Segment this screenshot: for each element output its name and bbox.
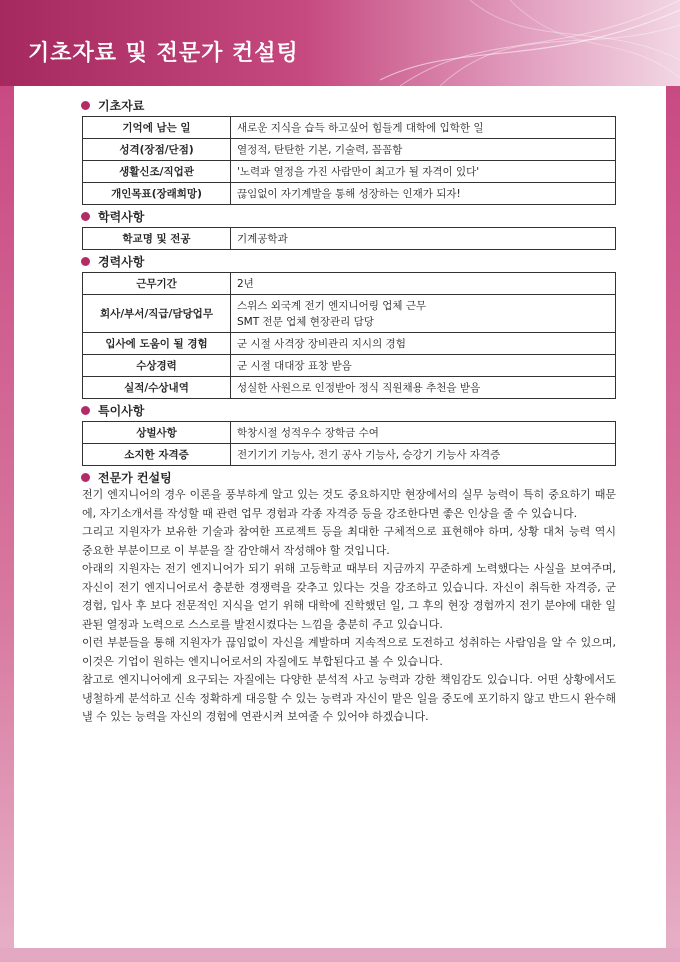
row-value-line: 스위스 외국계 전기 엔지니어링 업체 근무 xyxy=(237,299,427,312)
special-table xyxy=(82,421,616,466)
bullet-icon xyxy=(81,257,90,266)
row-value: 군 시절 사격장 장비관리 지시의 경험 xyxy=(231,333,616,355)
bullet-icon xyxy=(81,101,90,110)
section-title: 학력사항 xyxy=(98,209,145,224)
table-row xyxy=(83,422,616,444)
row-value: 2년 xyxy=(231,273,616,295)
row-label: 개인목표(장래희망) xyxy=(83,183,231,205)
row-label: 성격(장점/단점) xyxy=(83,139,231,161)
row-label: 입사에 도움이 될 경험 xyxy=(83,333,231,355)
row-label: 기억에 남는 일 xyxy=(83,117,231,139)
table-row xyxy=(83,139,616,161)
bottom-border-decoration xyxy=(0,948,680,962)
table-row xyxy=(83,183,616,205)
section-title: 경력사항 xyxy=(98,254,145,269)
page-header xyxy=(0,0,680,86)
row-label: 실적/수상내역 xyxy=(83,377,231,399)
row-value xyxy=(231,295,616,333)
row-value: 성실한 사원으로 인정받아 정식 직원채용 추천을 받음 xyxy=(231,377,616,399)
section-heading-education xyxy=(81,207,616,225)
row-label: 소지한 자격증 xyxy=(83,444,231,466)
consulting-paragraph: 참고로 엔지니어에게 요구되는 자질에는 다양한 분석적 사고 능력과 강한 책임감도 있습니다. 어떤 상황에서도 냉철하게 분석하고 신속 정확하게 대응할 수 있는 능력과 자신이 맡은 일을 중도에 포기하지 않고 반드시 완수해낼 수 있는 능력을 자신의 경험에 연관시켜 보여줄 수 있어야 하겠습니다. xyxy=(82,673,616,723)
document-page xyxy=(14,86,666,948)
table-row xyxy=(83,333,616,355)
row-label: 상벌사항 xyxy=(83,422,231,444)
table-row xyxy=(83,355,616,377)
consulting-paragraph: 아래의 지원자는 전기 엔지니어가 되기 위해 고등학교 때부터 지금까지 꾸준하게 노력했다는 사실을 보여주며, 자신이 전기 엔지니어로서 충분한 경쟁력을 갖추고 있다는 것을 강조하고 있습니다. 자신이 취득한 자격증, 군 경험, 입사 후 보다 전문적인 지식을 얻기 위해 대학에 진학했던 일, 그 후의 현장 경험까지 전기 분야에 대한 일관된 열정과 노력으로 스스로를 발전시켰다는 느낌을 충분히 주고 있습니다. xyxy=(82,562,616,631)
table-row xyxy=(83,161,616,183)
page-title: 기초자료 및 전문가 컨설팅 xyxy=(28,41,299,66)
row-value-line: SMT 전문 업체 현장관리 담당 xyxy=(237,315,374,328)
row-value: '노력과 열정을 가진 사람만이 최고가 될 자격이 있다' xyxy=(231,161,616,183)
table-row xyxy=(83,377,616,399)
basic-info-table xyxy=(82,116,616,205)
section-heading-basic xyxy=(81,96,616,114)
table-row xyxy=(83,228,616,250)
section-heading-consulting xyxy=(81,468,616,486)
row-label: 회사/부서/직급/담당업무 xyxy=(83,295,231,333)
career-table xyxy=(82,272,616,399)
consulting-paragraph: 이런 부분들을 통해 지원자가 끊임없이 자신을 계발하며 지속적으로 도전하고 성취하는 사람임을 알 수 있으며, 이것은 기업이 원하는 엔지니어로서의 자질에도 부합된다고 볼 수 있습니다. xyxy=(82,636,616,668)
section-title: 특이사항 xyxy=(98,403,145,418)
row-value: 끊임없이 자기계발을 통해 성장하는 인재가 되자! xyxy=(231,183,616,205)
bullet-icon xyxy=(81,406,90,415)
row-value: 새로운 지식을 습득 하고싶어 힘들게 대학에 입학한 일 xyxy=(231,117,616,139)
row-value: 기계공학과 xyxy=(231,228,616,250)
table-row xyxy=(83,273,616,295)
row-value: 군 시절 대대장 표창 받음 xyxy=(231,355,616,377)
row-label: 학교명 및 전공 xyxy=(83,228,231,250)
table-row xyxy=(83,117,616,139)
education-table xyxy=(82,227,616,250)
decorative-wave-graphic xyxy=(380,0,680,86)
table-row xyxy=(83,444,616,466)
section-title: 전문가 컨설팅 xyxy=(98,470,172,485)
document-content xyxy=(82,96,616,727)
row-label: 생활신조/직업관 xyxy=(83,161,231,183)
consulting-paragraph: 그리고 지원자가 보유한 기술과 참여한 프로젝트 등을 최대한 구체적으로 표현해야 하며, 상황 대처 능력 역시 중요한 부분이므로 이 부분을 잘 감안해서 작성해야 할 것입니다. xyxy=(82,525,616,557)
row-value: 학창시절 성적우수 장학금 수여 xyxy=(231,422,616,444)
table-row xyxy=(83,295,616,333)
row-value: 전기기기 기능사, 전기 공사 기능사, 승강기 기능사 자격증 xyxy=(231,444,616,466)
consulting-paragraph: 전기 엔지니어의 경우 이론을 풍부하게 알고 있는 것도 중요하지만 현장에서의 실무 능력이 특히 중요하기 때문에, 자기소개서를 작성할 때 관련 업무 경험과 각종 자격증 등을 강조한다면 좋은 인상을 줄 수 있습니다. xyxy=(82,488,616,520)
row-label: 근무기간 xyxy=(83,273,231,295)
section-heading-career xyxy=(81,252,616,270)
row-value: 열정적, 탄탄한 기본, 기술력, 꼼꼼함 xyxy=(231,139,616,161)
left-border-decoration xyxy=(0,86,14,962)
right-border-decoration xyxy=(666,86,680,962)
section-heading-special xyxy=(81,401,616,419)
row-label: 수상경력 xyxy=(83,355,231,377)
bullet-icon xyxy=(81,212,90,221)
bullet-icon xyxy=(81,473,90,482)
section-title: 기초자료 xyxy=(98,98,145,113)
